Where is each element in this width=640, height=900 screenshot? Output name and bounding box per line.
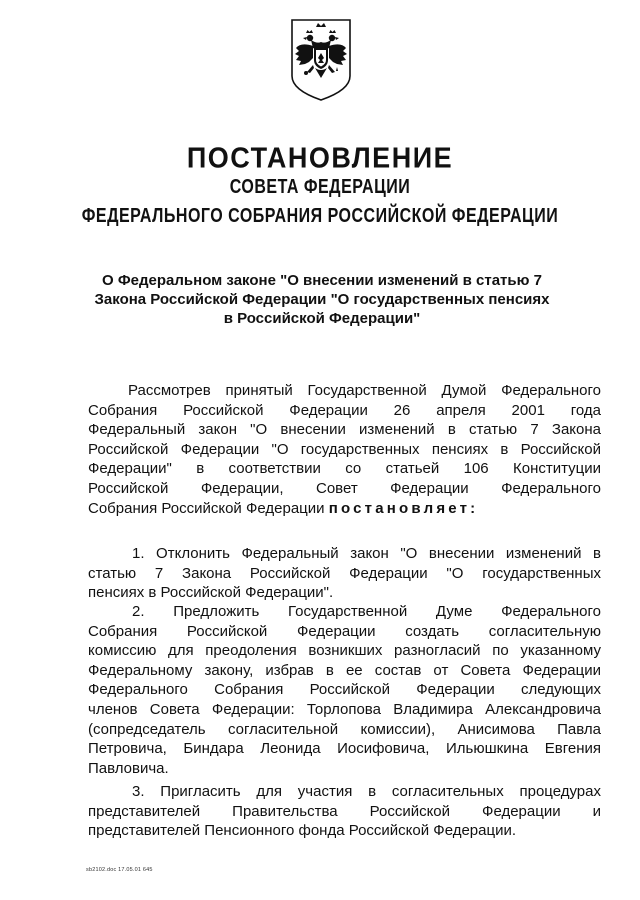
item-line: Федерального Собрания Российской Федерации следующих	[88, 681, 601, 699]
item-line: Собрания Российской Федерации создать согласительную	[88, 622, 601, 640]
document-title: ПОСТАНОВЛЕНИЕ	[186, 142, 454, 174]
intro-line: Рассмотрев принятый Государственной Думой Федерального	[128, 382, 601, 399]
intro-line: Российской Федерации "О государственных пенсиях в Российской	[88, 440, 601, 458]
issuer-line-2: ФЕДЕРАЛЬНОГО СОБРАНИЯ РОССИЙСКОЙ ФЕДЕРАЦИИ	[81, 205, 559, 227]
file-info-footer: sb2102.doc 17.05.01 645	[86, 867, 153, 873]
item-line: представителей Пенсионного фонда Российской Федерации.	[88, 822, 517, 840]
subject-line: в Российской Федерации"	[223, 310, 421, 327]
intro-line: Собрания Российской Федерации	[88, 499, 325, 517]
item-line: 3. Пригласить для участия в согласительных процедурах	[132, 783, 601, 800]
item-line: пенсиях в Российской Федерации".	[88, 584, 334, 602]
coat-of-arms-icon	[289, 18, 353, 102]
item-line: 2. Предложить Государственной Думе Федерального	[132, 603, 601, 620]
item-3	[88, 782, 601, 841]
intro-line: Федерации" в соответствии со статьей 106 Конституции	[88, 460, 601, 478]
subject-line: Закона Российской Федерации "О государственных пенсиях	[94, 291, 550, 308]
item-2	[88, 602, 601, 778]
item-line: представителей Правительства Российской Федерации и	[88, 802, 601, 820]
intro-line: Российской Федерации, Совет Федерации Федерального	[88, 479, 601, 497]
intro-line: Собрания Российской Федерации 26 апреля 2001 года	[88, 401, 601, 419]
item-line: статью 7 Закона Российской Федерации "О государственных	[88, 564, 601, 582]
issuer-line-1: СОВЕТА ФЕДЕРАЦИИ	[229, 176, 411, 198]
subject-line: О Федеральном законе "О внесении изменений в статью 7	[102, 272, 542, 289]
item-line: членов Совета Федерации: Торлопова Владимира Александровича	[88, 700, 601, 718]
item-1	[88, 544, 601, 603]
intro-line: Федеральный закон "О внесении изменений в статью 7 Закона	[88, 421, 601, 439]
decree-word: постановляет:	[328, 499, 479, 517]
item-line: комиссию для преодоления возникших разногласий по указанному	[88, 642, 601, 660]
intro-last-line	[88, 499, 601, 519]
item-line: Федеральному закону, избрав в ее состав от Совета Федерации	[88, 661, 601, 679]
item-line: Петровича, Биндара Леонида Иосифовича, Ильюшкина Евгения	[88, 740, 601, 758]
item-line: (сопредседатель согласительной комиссии), Анисимова Павла	[88, 720, 601, 738]
item-line: Павловича.	[88, 759, 169, 777]
intro-paragraph	[88, 381, 601, 518]
item-line: 1. Отклонить Федеральный закон "О внесении изменений в	[132, 545, 601, 562]
decree-subject	[80, 271, 564, 328]
